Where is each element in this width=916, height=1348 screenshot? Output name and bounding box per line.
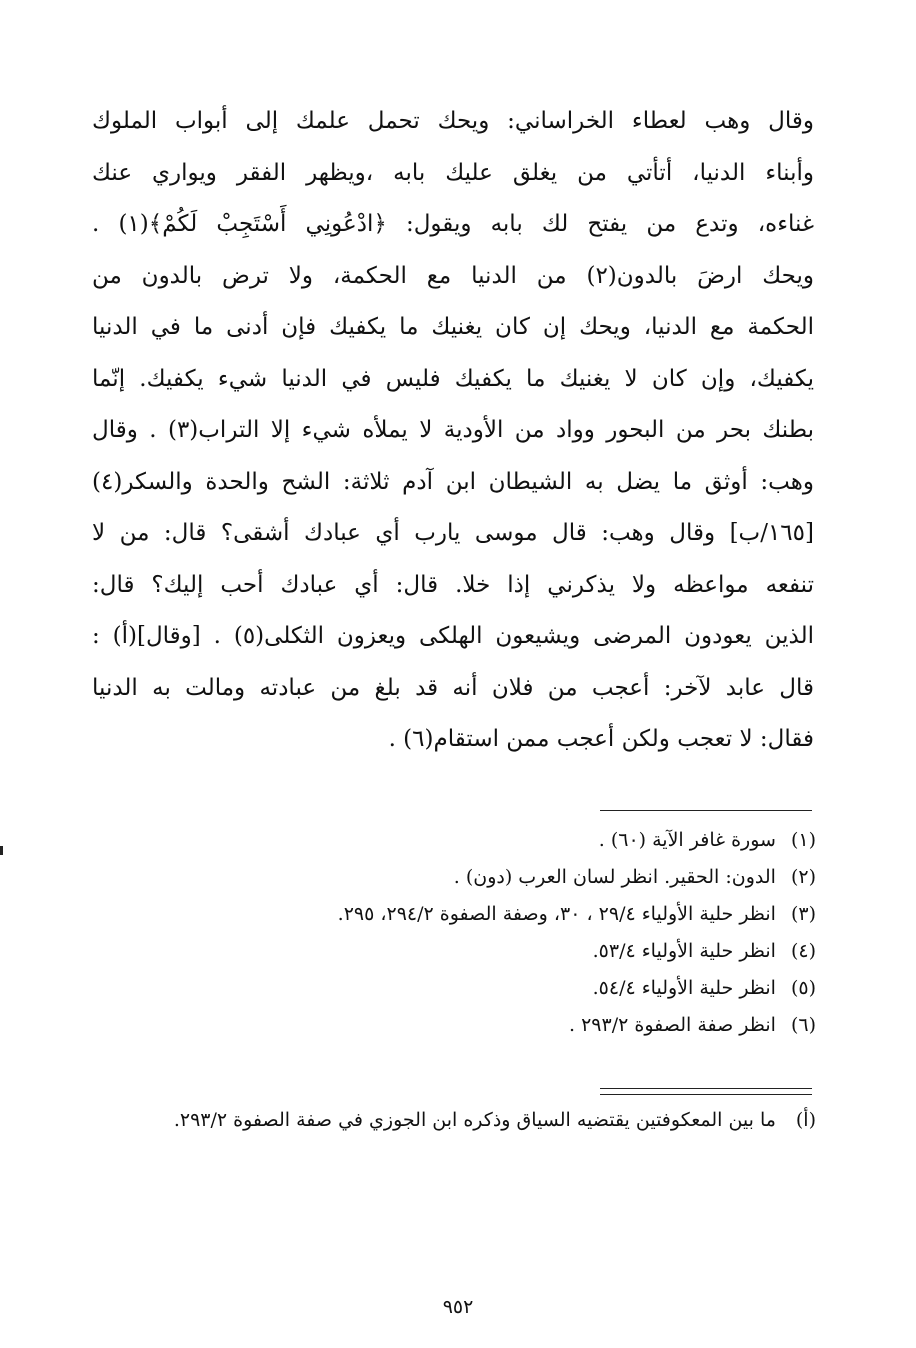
- editor-notes-list: [100, 1102, 816, 1139]
- text-line: تنفعه مواعظه ولا يذكرني إذا خلا. قال: أي عبادك أحب إليك؟ قال:: [92, 571, 814, 598]
- text-line: ويحك ارضَ بالدون(٢) من الدنيا مع الحكمة، ولا ترض بالدون من: [92, 262, 814, 289]
- footnote-number: (٦): [790, 1014, 816, 1036]
- text-line: غناءه، وتدع من يفتح لك بابه ويقول: ﴿ادْعُونِي أَسْتَجِبْ لَكُمْ﴾(١) .: [92, 211, 814, 237]
- footnote-text: الدون: الحقير. انظر لسان العرب (دون) .: [453, 866, 776, 888]
- text-line: الذين يعودون المرضى ويشيعون الهلكى ويعزون الثكلى(٥) . [وقال](أ) :: [92, 623, 814, 649]
- editor-note-number: (أ): [795, 1109, 816, 1131]
- footnote-number: (٢): [790, 866, 816, 888]
- text-line: بطنك بحر من البحور وواد من الأودية لا يملأه شيء إلا التراب(٣) . وقال: [92, 417, 814, 443]
- footnote-item: [100, 859, 816, 896]
- footnote-item: [100, 1007, 816, 1044]
- editor-note-divider-top: [600, 1088, 812, 1089]
- footnote-text: سورة غافر الآية (٦٠) .: [598, 829, 776, 851]
- footnote-number: (٥): [790, 977, 816, 999]
- footnote-number: (٤): [790, 940, 816, 962]
- scan-edge-mark: [0, 846, 3, 855]
- footnote-divider: [600, 810, 812, 811]
- page-number: ٩٥٢: [442, 1296, 474, 1318]
- footnote-number: (٣): [790, 903, 816, 925]
- footnote-text: انظر صفة الصفوة ٢٩٣/٢ .: [569, 1014, 776, 1036]
- text-line: وأبناء الدنيا، أتأتي من يغلق عليك بابه ،ويظهر الفقر ويواري عنك: [92, 159, 814, 186]
- text-line: الحكمة مع الدنيا، ويحك إن كان يغنيك ما يكفيك فإن أدنى ما في الدنيا: [92, 314, 814, 340]
- footnote-item: [100, 822, 816, 859]
- text-line: [١٦٥/ب] وقال وهب: قال موسى يارب أي عبادك أشقى؟ قال: من لا: [92, 520, 814, 546]
- text-line: فقال: لا تعجب ولكن أعجب ممن استقام(٦) .: [388, 726, 814, 752]
- text-line: وهب: أوثق ما يضل به الشيطان ابن آدم ثلاثة: الشح والحدة والسكر(٤): [92, 468, 814, 495]
- editor-note-text: ما بين المعكوفتين يقتضيه السياق وذكره ابن الجوزي في صفة الصفوة ٢٩٣/٢.: [173, 1109, 776, 1131]
- text-line: وقال وهب لعطاء الخراساني: ويحك تحمل علمك إلى أبواب الملوك: [92, 108, 814, 134]
- main-text-body: [92, 96, 814, 766]
- footnote-text: انظر حلية الأولياء ٥٣/٤.: [592, 940, 776, 962]
- footnote-text: انظر حلية الأولياء ٢٩/٤ ، ٣٠، وصفة الصفوة ٢٩٤/٢، ٢٩٥.: [337, 903, 776, 925]
- footnotes-list: [100, 822, 816, 1044]
- footnote-item: [100, 933, 816, 970]
- footnote-item: [100, 896, 816, 933]
- editor-note-item: [100, 1102, 816, 1139]
- footnote-item: [100, 970, 816, 1007]
- footnote-number: (١): [790, 829, 816, 851]
- editor-note-divider-bottom: [600, 1094, 812, 1095]
- footnote-text: انظر حلية الأولياء ٥٤/٤.: [592, 977, 776, 999]
- text-line: قال عابد لآخر: أعجب من فلان أنه قد بلغ من عبادته ومالت به الدنيا: [92, 674, 814, 701]
- text-line: يكفيك، وإن كان لا يغنيك ما يكفيك فليس في الدنيا شيء يكفيك. إنّما: [92, 365, 814, 392]
